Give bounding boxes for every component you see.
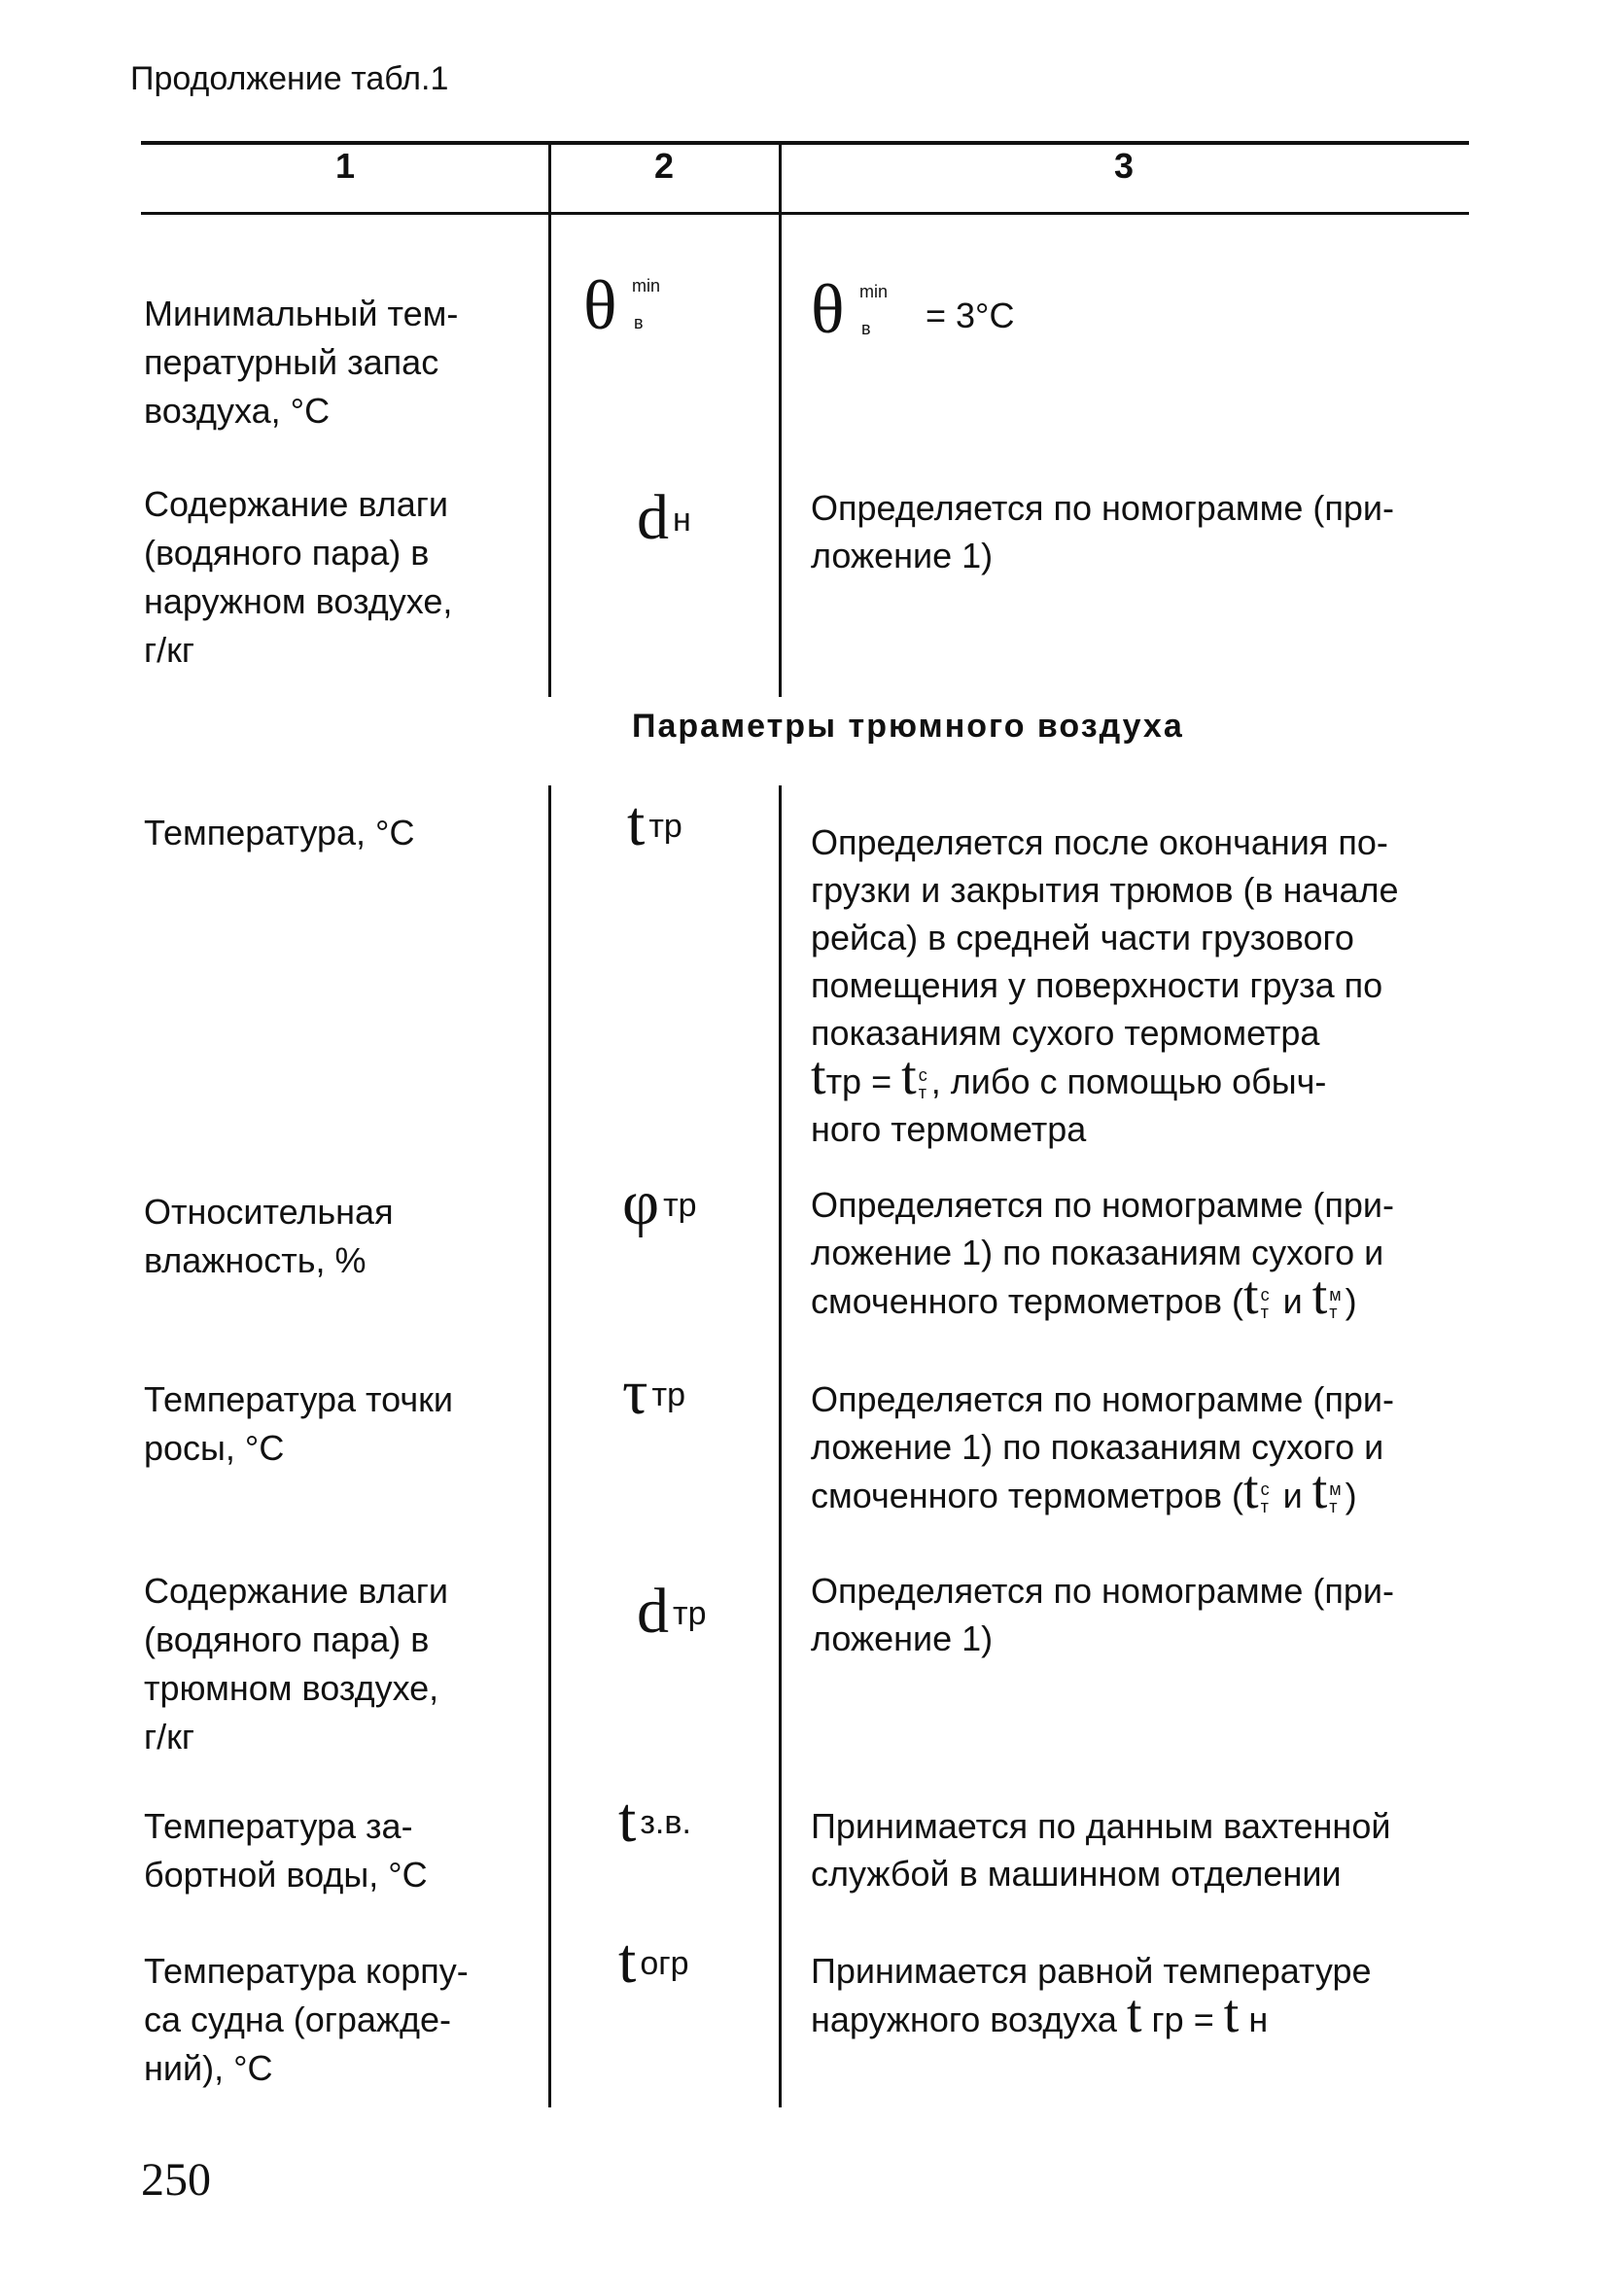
row-label-hold-temp: Температура, °С bbox=[144, 813, 415, 852]
row-symbol-tau bbox=[622, 1357, 686, 1435]
phi-sub: тр bbox=[663, 1187, 697, 1224]
togr-desc-line1: Принимается равной температуре bbox=[811, 1951, 1372, 1991]
togr-symbol: t bbox=[618, 1926, 637, 1997]
phi-t1-sup: с bbox=[1260, 1285, 1270, 1305]
row-label-seawater-temp: Температура за- бортной воды, °С bbox=[144, 1806, 428, 1895]
phi-desc-prefix: смоченного термометров ( bbox=[811, 1281, 1244, 1321]
formula-rhs: t bbox=[901, 1046, 917, 1106]
row-symbol-phi bbox=[622, 1167, 697, 1245]
tau-t1-sub: т bbox=[1260, 1497, 1269, 1517]
row-symbol-dtr bbox=[637, 1576, 707, 1653]
ttr-sub: тр bbox=[648, 808, 682, 845]
phi-t2: t bbox=[1311, 1266, 1328, 1326]
tau-desc-formula bbox=[811, 1460, 1472, 1520]
row-desc-ttr bbox=[811, 818, 1472, 1153]
row-desc-dn: Определяется по номограмме (при- ложение 1) bbox=[811, 488, 1394, 575]
tau-t2: t bbox=[1311, 1460, 1328, 1520]
row-label-humidity: Относительная влажность, % bbox=[144, 1192, 394, 1280]
tau-desc-text: Определяется по номограмме (при- ложение 1) по показаниям сухого и bbox=[811, 1379, 1394, 1467]
row-desc-tau bbox=[811, 1375, 1472, 1519]
tau-t1: t bbox=[1243, 1460, 1259, 1520]
row-label-hull-temp: Температура корпу- са судна (огражде- ний), °С bbox=[144, 1951, 469, 2088]
ttr-desc-tail: , либо с помощью обыч- bbox=[930, 1061, 1327, 1101]
togr-f1-sub: гр bbox=[1151, 2000, 1184, 2039]
header-col2: 2 bbox=[653, 146, 675, 186]
row-symbol-tzv bbox=[618, 1785, 691, 1862]
row-label-hold-moisture: Содержание влаги (водяного пара) в трюмном воздухе, г/кг bbox=[144, 1571, 448, 1757]
phi-close: ) bbox=[1345, 1281, 1357, 1321]
tau-t1-index bbox=[1261, 1480, 1270, 1515]
col-divider-1-top bbox=[548, 143, 551, 697]
ttr-desc-text: Определяется после окончания по- грузки и закрытия трюмов (в начале рейса) в средней части грузового помещения у поверхности груза по показаниям сухого термометра bbox=[811, 822, 1399, 1053]
dtr-symbol: d bbox=[637, 1576, 669, 1647]
section-heading: Параметры трюмного воздуха bbox=[632, 708, 1184, 745]
row-desc-phi bbox=[811, 1181, 1472, 1325]
row-label-min-temp-reserve: Минимальный тем- пературный запас воздуха, °С bbox=[144, 294, 459, 431]
table-top-rule bbox=[141, 141, 1469, 145]
desc-theta-sub: в bbox=[861, 319, 871, 338]
theta-sub: в bbox=[634, 313, 644, 332]
phi-t1-sub: т bbox=[1260, 1303, 1269, 1323]
dtr-sub: тр bbox=[673, 1595, 707, 1632]
phi-desc-text: Определяется по номограмме (при- ложение 1) по показаниям сухого и bbox=[811, 1185, 1394, 1272]
row-symbol-togr bbox=[618, 1926, 689, 2003]
formula-rhs-index bbox=[919, 1066, 927, 1101]
tau-conj: и bbox=[1282, 1476, 1303, 1515]
tau-symbol: τ bbox=[622, 1357, 648, 1428]
tau-desc-prefix: смоченного термометров ( bbox=[811, 1476, 1244, 1515]
togr-desc-formula bbox=[811, 1984, 1472, 2044]
page-number: 250 bbox=[141, 2154, 211, 2206]
dn-sub: н bbox=[673, 502, 691, 539]
header-col3: 3 bbox=[1113, 146, 1135, 186]
header-col1: 1 bbox=[334, 146, 356, 186]
ttr-symbol: t bbox=[627, 788, 646, 859]
ttr-formula-line bbox=[811, 1046, 1472, 1106]
togr-sub: огр bbox=[640, 1945, 689, 1982]
ttr-desc-last: ного термометра bbox=[811, 1109, 1087, 1149]
col-divider-1-bottom bbox=[548, 785, 551, 2107]
phi-conj: и bbox=[1282, 1281, 1303, 1321]
formula-rhs-sub: т bbox=[918, 1083, 926, 1103]
phi-symbol: φ bbox=[622, 1167, 660, 1238]
formula-eq: = bbox=[871, 1061, 892, 1101]
togr-feq: = bbox=[1193, 2000, 1214, 2039]
table-header-rule bbox=[141, 212, 1469, 215]
desc-theta-value: = 3°С bbox=[926, 296, 1015, 335]
page-title: Продолжение табл.1 bbox=[130, 60, 449, 97]
tau-t1-sup: с bbox=[1260, 1479, 1270, 1500]
togr-desc-prefix: наружного воздуха bbox=[811, 2000, 1117, 2039]
row-desc-dtr: Определяется по номограмме (при- ложение 1) bbox=[811, 1571, 1394, 1658]
theta-sup: min bbox=[632, 276, 661, 296]
row-desc-tzv: Принимается по данным вахтенной службой в машинном отделении bbox=[811, 1806, 1391, 1894]
formula-lhs: t bbox=[811, 1046, 826, 1106]
formula-lhs-sub: тр bbox=[825, 1061, 862, 1101]
phi-t2-sub: т bbox=[1329, 1303, 1338, 1323]
phi-t1-index bbox=[1261, 1286, 1270, 1321]
tzv-sub: з.в. bbox=[640, 1804, 691, 1841]
row-label-outdoor-moisture: Содержание влаги (водяного пара) в наружном воздухе, г/кг bbox=[144, 484, 453, 670]
theta-symbol: θ bbox=[583, 266, 617, 344]
tau-sub: тр bbox=[651, 1376, 686, 1413]
formula-rhs-sup: с bbox=[918, 1065, 927, 1086]
tau-t2-index bbox=[1329, 1480, 1341, 1515]
phi-t2-index bbox=[1329, 1286, 1341, 1321]
row-desc-togr bbox=[811, 1947, 1472, 2043]
tzv-symbol: t bbox=[618, 1785, 637, 1856]
col-divider-2-bottom bbox=[779, 785, 782, 2107]
dn-symbol: d bbox=[637, 482, 669, 553]
togr-f2-sub: н bbox=[1248, 2000, 1269, 2039]
desc-theta-symbol: θ bbox=[811, 270, 845, 348]
col-divider-2-top bbox=[779, 143, 782, 697]
row-symbol-dn bbox=[637, 482, 691, 560]
togr-f1: t bbox=[1126, 1984, 1142, 2044]
row-label-dew-point: Температура точки росы, °С bbox=[144, 1379, 453, 1468]
phi-desc-formula bbox=[811, 1266, 1472, 1326]
tau-t2-sub: т bbox=[1329, 1497, 1338, 1517]
tau-t2-sup: м bbox=[1329, 1479, 1342, 1500]
row-desc-theta bbox=[811, 270, 1200, 352]
phi-t1: t bbox=[1243, 1266, 1259, 1326]
togr-f2: t bbox=[1223, 1984, 1240, 2044]
phi-t2-sup: м bbox=[1329, 1285, 1342, 1305]
desc-theta-sup: min bbox=[859, 282, 889, 301]
row-symbol-ttr bbox=[627, 788, 682, 866]
tau-close: ) bbox=[1345, 1476, 1357, 1515]
